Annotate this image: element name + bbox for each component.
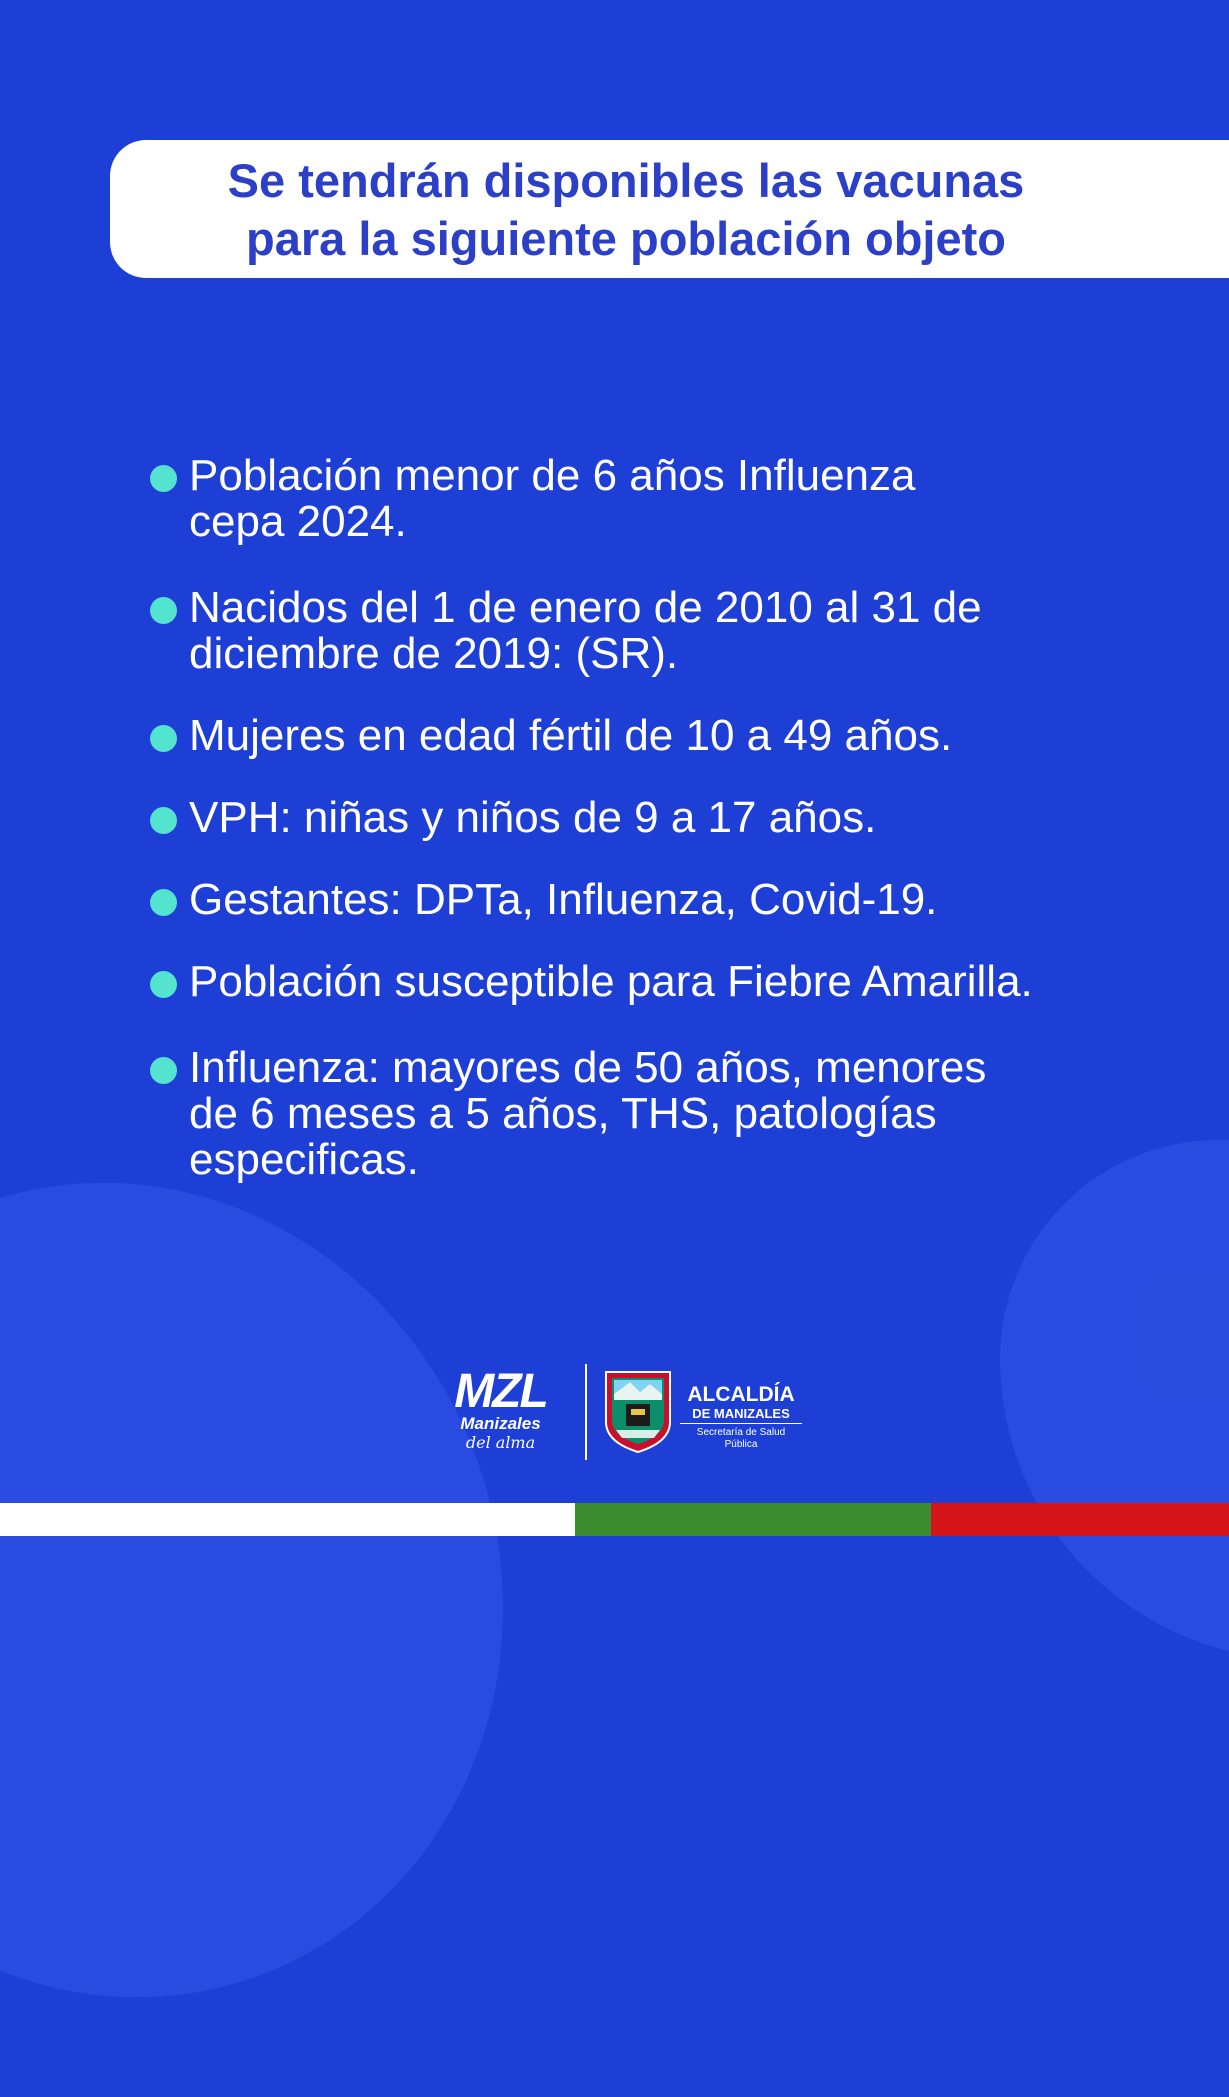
list-item-text: VPH: niñas y niños de 9 a 17 años.	[189, 793, 877, 842]
mzl-tagline: del alma	[465, 1433, 536, 1452]
footer-stripe-white	[0, 1503, 575, 1536]
bullet-dot	[150, 725, 177, 752]
list-item	[150, 453, 1190, 545]
logo-divider	[585, 1364, 587, 1460]
list-item	[150, 959, 1190, 1005]
title-line-2: para la siguiente población objeto	[246, 212, 1006, 265]
alcaldia-line-2: DE MANIZALES	[680, 1406, 802, 1424]
list-item-text: Influenza: mayores de 50 años, menores de 6 meses a 5 años, THS, patologías especificas.	[189, 1043, 987, 1184]
footer-logos	[428, 1364, 808, 1460]
list-item-text: Gestantes: DPTa, Influenza, Covid-19.	[189, 875, 938, 924]
mzl-city: Manizales	[460, 1414, 541, 1433]
bullet-dot	[150, 971, 177, 998]
footer-stripe-red	[931, 1503, 1229, 1536]
alcaldia-line-3: Secretaría de Salud	[696, 1427, 786, 1438]
alcaldia-line-1: ALCALDÍA	[687, 1383, 795, 1406]
alcaldia-line-4: Pública	[724, 1439, 758, 1450]
mzl-letters: MZL	[454, 1365, 547, 1418]
bullet-dot	[150, 807, 177, 834]
footer-stripe-green	[575, 1503, 931, 1536]
city-shield-icon	[604, 1370, 672, 1454]
list-item	[150, 1045, 1190, 1183]
list-item	[150, 877, 1190, 923]
list-item	[150, 795, 1190, 841]
list-item-text: Población menor de 6 años Influenza cepa 2024.	[189, 451, 916, 546]
list-item	[150, 713, 1190, 759]
list-item-text: Población susceptible para Fiebre Amarilla.	[189, 957, 1033, 1006]
bullet-dot	[150, 465, 177, 492]
bullet-dot	[150, 1057, 177, 1084]
mzl-logo	[428, 1365, 573, 1452]
bullet-dot	[150, 889, 177, 916]
list-item-text: Nacidos del 1 de enero de 2010 al 31 de diciembre de 2019: (SR).	[189, 583, 982, 678]
title-line-1: Se tendrán disponibles las vacunas	[227, 154, 1025, 207]
list-item-text: Mujeres en edad fértil de 10 a 49 años.	[189, 711, 953, 760]
list-item	[150, 585, 1190, 677]
bullet-dot	[150, 597, 177, 624]
alcaldia-logo-text	[680, 1384, 802, 1451]
